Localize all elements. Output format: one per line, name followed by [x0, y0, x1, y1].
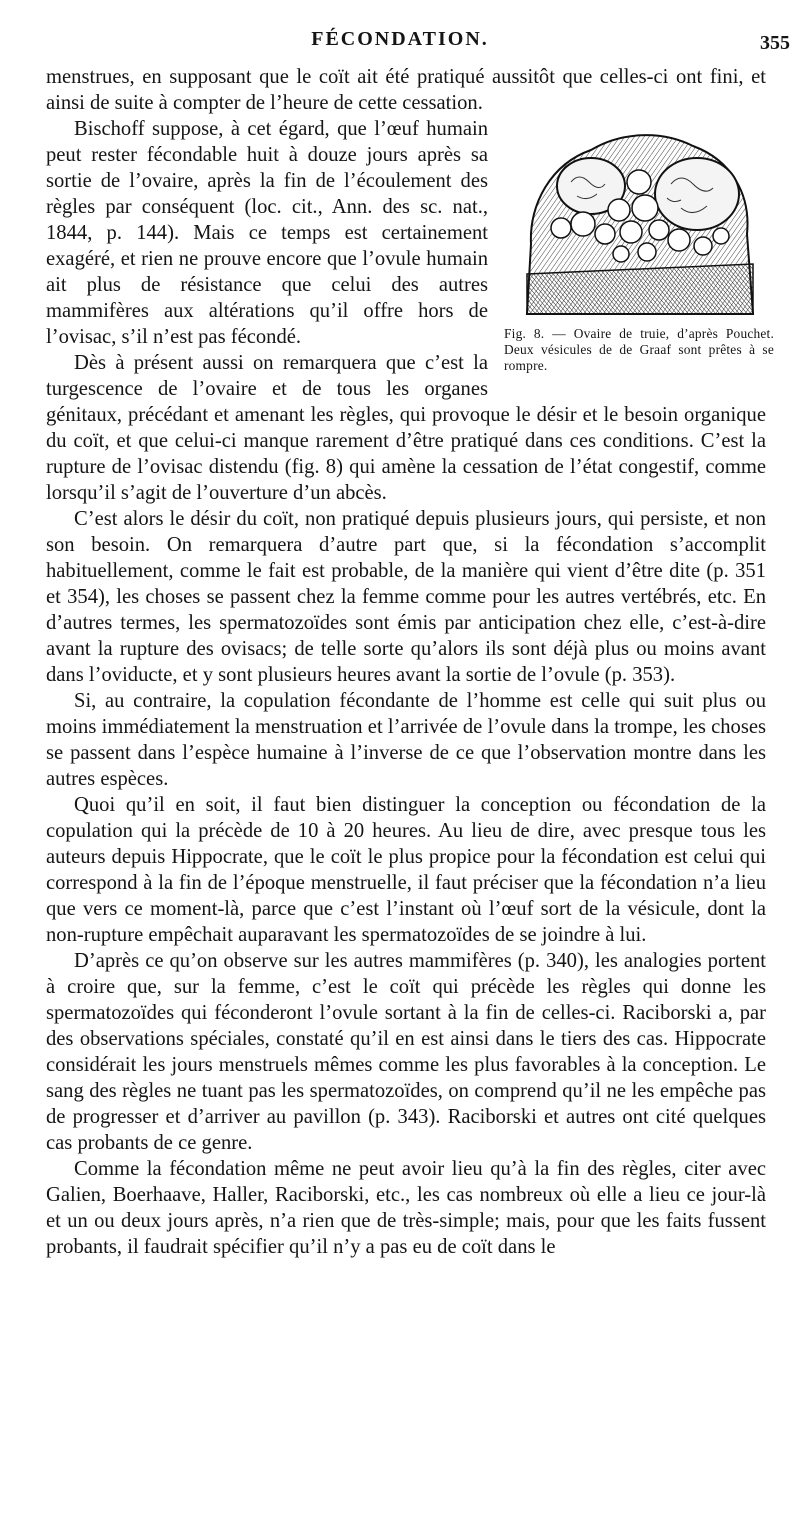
page-number: 355: [760, 32, 790, 54]
paragraph: Comme la fécondation même ne peut avoir lieu qu’à la fin des règles, citer avec Galien, Boerhaave, Haller, Raciborski, etc., les cas nombreux où elle a lieu ce jour-là et un ou deux jours après, n’a rien que de très-simple; mais, pour que les faits fussent probants, il faudrait spécifier qu’il n’y a pas eu de coït dans le: [46, 1158, 766, 1258]
paragraph: D’après ce qu’on observe sur les autres mammifères (p. 340), les analogies portent à croire que, sur la femme, c’est le coït qui précède les règles qui donne les spermatozoïdes qui féconderont l’ovule sortant à la fin de celles-ci. Raciborski a, par des observations spéciales, constaté qu’il en est ainsi dans le tiers des cas. Hippocrate considérait les jours menstruels mêmes comme les plus favorables à la conception. Le sang des règles ne tuant pas les spermatozoïdes, on comprend qu’il ne les empêche pas de progresser et d’arriver au pavillon (p. 343). Raciborski et autres ont cité quelques cas probants de ce genre.: [46, 950, 766, 1154]
ovary-engraving-illustration: [521, 124, 757, 320]
figure-caption: Fig. 8. — Ovaire de truie, d’après Pouchet. Deux vésicules de de Graaf sont prêtes à se rompre.: [504, 326, 774, 373]
paragraph: C’est alors le désir du coït, non pratiqué depuis plusieurs jours, qui persiste, et non son besoin. On remarquera d’autre part que, si la fécondation s’accomplit habituellement, comme le fait est probable, de la manière qui vient d’être dite (p. 351 et 354), les choses se passent chez la femme comme pour les autres vertébrés, etc. En d’autres termes, les spermatozoïdes sont émis par anticipation chez elle, c’est-à-dire avant la rupture des ovisacs; de telle sorte qu’alors ils sont déjà plus ou moins avant dans l’oviducte, et y sont plusieurs heures avant la sortie de l’ovule (p. 353).: [46, 508, 766, 686]
paragraph-continued: menstrues, en supposant que le coït ait été pratiqué aussitôt que celles-ci ont fini, et ainsi de suite à compter de l’heure de cette cessation.: [46, 66, 766, 114]
paragraph: Bischoff suppose, à cet égard, que l’œuf humain peut rester fécondable huit à douze jours après sa sortie de l’ovaire, après la fin de l’écoulement des règles par conséquent (loc. cit., Ann. des sc. nat., 1844, p. 144). Mais ce temps est certainement exagéré, et rien ne prouve encore que l’ovule humain ait plus de résistance que celui des autres mammifères aux altérations qu’il offre hors de l’ovisac, s’il n’est pas fécondé.: [46, 118, 488, 348]
page-header: [0, 18, 800, 54]
text-body: [46, 64, 774, 1260]
paragraph: Quoi qu’il en soit, il faut bien distinguer la conception ou fécondation de la copulation qui la précède de 10 à 20 heures. Au lieu de dire, avec presque tous les auteurs depuis Hippocrate, que le coït le plus propice pour la fécondation est celui qui correspond à la fin de l’époque menstruelle, il faut préciser que la fécondation n’a lieu que vers ce moment-là, parce que c’est l’instant où l’œuf sort de la vésicule, dont la non-rupture empêchait auparavant les spermatozoïdes de se joindre à lui.: [46, 794, 766, 946]
running-title: FÉCONDATION.: [311, 28, 489, 50]
figure-8: [504, 124, 774, 374]
paragraph: Si, au contraire, la copulation fécondante de l’homme est celle qui suit plus ou moins immédiatement la menstruation et l’arrivée de l’ovule dans la trompe, les choses se passent dans l’espèce humaine à l’inverse de ce que l’observation montre dans les autres espèces.: [46, 690, 766, 790]
paragraph: Dès à présent aussi on remarquera que c’est la turgescence de l’ovaire et de tous les organes génitaux, précédant et amenant les règles, qui provoque le désir et le besoin organique du coït, et que celui-ci manque rarement d’être pratiqué dans ces conditions. C’est la rupture de l’ovisac distendu (fig. 8) qui amène la cessation de l’état congestif, comme lorsqu’il s’agit de l’ouverture d’un abcès.: [46, 352, 766, 504]
